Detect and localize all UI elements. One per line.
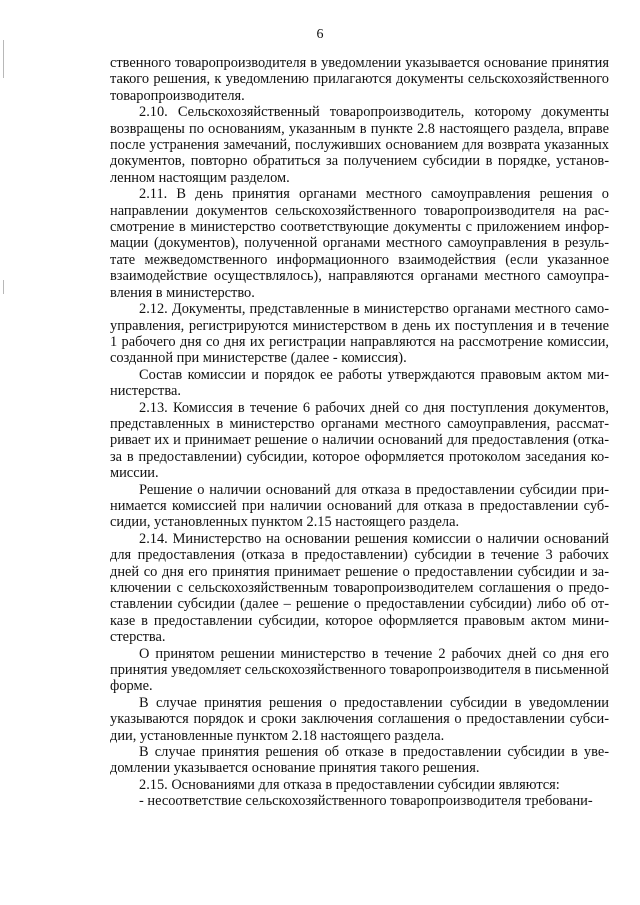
list-item: - несоответствие сельскохозяйственного товаропроизводителя требовани- xyxy=(139,793,593,810)
paragraph: В случае принятия решения об отказе в предоставлении субсидии в уведомлении указывается основание принятия такого решения. xyxy=(110,744,609,777)
paragraph-2-15: 2.15. Основаниями для отказа в предоставлении субсидии являются: xyxy=(139,776,560,793)
document-body xyxy=(110,55,609,810)
paragraph: Решение о наличии оснований для отказа в предоставлении субсидии принимается комиссией при наличии оснований для отказа в предоставлении субсидии, установленных пунктом 2.15 настоящего раздела. xyxy=(110,481,609,531)
paragraph: ственного товаропроизводителя в уведомлении указывается основание принятия такого решения, к уведомлению прилагаются документы сельскохозяйственного товаропроизводителя. xyxy=(110,55,609,104)
page-number: 6 xyxy=(316,27,324,42)
scan-edge-mark xyxy=(3,40,4,78)
paragraph: В случае принятия решения о предоставлении субсидии в уведомлении указываются порядок и сроки заключения соглашения о предоставлении субсидии, установленные пунктом 2.18 настоящего раздела. xyxy=(110,694,609,744)
paragraph-2-11: 2.11. В день принятия органами местного самоуправления решения о направлении документов сельскохозяйственного товаропроизводителя на рассмотрение в министерство соответствующие документы с приложением информации (документов), полученной органами местного самоуправления в результате межведомственного информационного взаимодействия (если указанное взаимодействие осуществлялось), направляются органами местного самоуправления в министерство. xyxy=(110,186,609,301)
paragraph-2-14: 2.14. Министерство на основании решения комиссии о наличии оснований для предоставления (отказа в предоставлении) субсидии в течение 3 рабочих дней со дня его принятия принимает решение о предоставлении субсидии и заключении с сельскохозяйственным товаропроизводителем соглашения о предоставлении субсидии (далее – решение о предоставлении субсидии) либо об отказе в предоставлении субсидии, которое оформляется правовым актом министерства. xyxy=(110,530,609,646)
paragraph: О принятом решении министерство в течение 2 рабочих дней со дня его принятия уведомляет сельскохозяйственного товаропроизводителя в письменной форме. xyxy=(110,645,609,695)
paragraph-2-13: 2.13. Комиссия в течение 6 рабочих дней со дня поступления документов, представленных в министерство органами местного самоуправления, рассматривает их и принимает решение о наличии оснований для предоставления (отказа в предоставлении) субсидии, которое оформляется протоколом заседания комиссии. xyxy=(110,399,609,482)
paragraph: Состав комиссии и порядок ее работы утверждаются правовым актом министерства. xyxy=(110,366,609,400)
paragraph-2-12: 2.12. Документы, представленные в министерство органами местного самоуправления, регистрируются министерством в день их поступления и в течение 1 рабочего дня со дня их регистрации направляются на рассмотрение комиссии, созданной при министерстве (далее - комиссия). xyxy=(110,301,609,367)
paragraph-2-10: 2.10. Сельскохозяйственный товаропроизводитель, которому документы возвращены по основаниям, указанным в пункте 2.8 настоящего раздела, вправе после устранения замечаний, послуживших основанием для возврата указанных документов, повторно обратиться за получением субсидии в порядке, установленном настоящим разделом. xyxy=(110,104,609,186)
scan-edge-mark xyxy=(3,280,4,294)
